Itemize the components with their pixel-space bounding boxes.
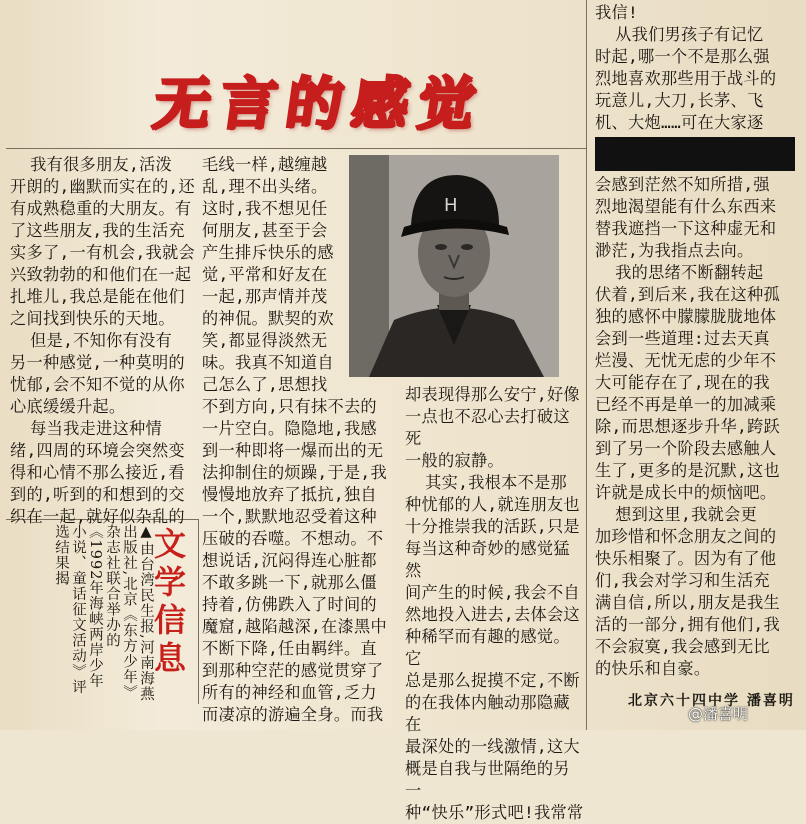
divider-right-column — [586, 0, 587, 730]
article-title — [70, 58, 570, 142]
article-column-2: 毛线一样,越缠越 乱,理不出头绪。 这时,我不想见任 何朋友,甚至于会 产生排斥快乐的感 觉,平常和好友在 一起,那声情并茂 的神侃。默契的欢 笑,都显得淡然无 味。我真不知道自 己怎么了,思想找 不到方向,只有抹不去的 一片空白。隐隐地,我感 到一种即将一爆而出的无 法抑制住的烦躁,于是,我 慢慢地放弃了抵抗,独自 一个,默默地忍受着这种 压破的吞噬。不想动。不 想说话,沉闷得连心脏都 不敢多跳一下,就那么僵 持着,仿佛跌入了时间的 魔窟,越陷越深,在漆黑中 不断下降,任由羁绊。直 到那种空茫的感觉贯穿了 所有的神经和血管,乏力 而凄凉的游遍全身。而我 — [202, 155, 387, 724]
svg-text:H: H — [444, 195, 458, 216]
article-column-1: 我有很多朋友,活泼 开朗的,幽默而实在的,还 有成熟稳重的大朋友。有 了这些朋友,我的生活充 实多了,一有机会,我就会 兴致勃勃的和他们在一起 扎堆儿,我总是能在他们 之间找到快乐的天地。 但是,不知你有没有 另一种感觉,一种莫明的 忧郁,会不知不觉的从你 心底缓缓升起。 每当我走进这种情 绪,四周的环境会突然变 得和心情不那么接近,看 到的,听到的和想到的交 织在一起,就好似杂乱的 — [10, 155, 195, 526]
article-title-text: 无言的感觉 — [149, 72, 489, 137]
article-column-4-bottom: 会感到茫然不知所措,强 烈地渴望能有什么东西来 替我遮挡一下这种虚无和 渺茫,为我指点去向。 我的思绪不断翻转起 伏着,到后来,我在这种孤 独的感怀中朦朦胧胧地体 会到一些道理:过去天真 烂漫、无忧无虑的少年不 大可能存在了,现在的我 已经不再是单一的加减乘 除,而思想逐步升华,跨跃 到了另一个阶段去感触人 生了,更多的是沉默,这也 许就是成长中的烦恼吧。 想到这里,我就会更 加珍惜和怀念朋友之间的 快乐相聚了。因为有了他 们,我会对学习和生活充 满自信,所以,朋友是我生 活的一部分,拥有他们,我 不会寂寞,我会感到无比 的快乐和自豪。 — [595, 175, 780, 678]
article-column-4-top: 我信! 从我们男孩子有记忆 时起,哪一个不是那么强 烈地喜欢那些用于战斗的 玩意儿,大刀,长茅、飞 机、大炮……可在大家逐 — [595, 3, 777, 132]
contest-notice: ▲由台湾民生报,河南海燕出版社,北京《东方少年》杂志社联合举办的《1992年海峡两岸少年小说、童话征文活动》评选结果揭 — [53, 524, 154, 702]
weibo-watermark: @潘喜明 — [688, 705, 749, 723]
article-column-3: 却表现得那么安宁,好像 一点也不忍心去打破这死 一般的寂静。 其实,我根本不是那 种忧郁的人,就连朋友也 十分推崇我的活跃,只是 每当这种奇妙的感觉猛然 间产生的时候,我会不自 然地投入进去,去体会这 种稀罕而有趣的感觉。它 总是那么捉摸不定,不断 的在我体内触动那隐藏在 最深处的一线激情,这大 概是自我与世隔绝的另一 种“快乐”形式吧!我常常 — [405, 385, 584, 822]
divider-top — [6, 148, 586, 149]
redacted-bar — [595, 137, 795, 171]
portrait-photo — [349, 155, 559, 377]
section-label: 文学信息 — [149, 527, 187, 679]
author-signature: 北京六十四中学 潘喜明 — [628, 693, 795, 709]
divider-notice-v — [198, 519, 199, 704]
